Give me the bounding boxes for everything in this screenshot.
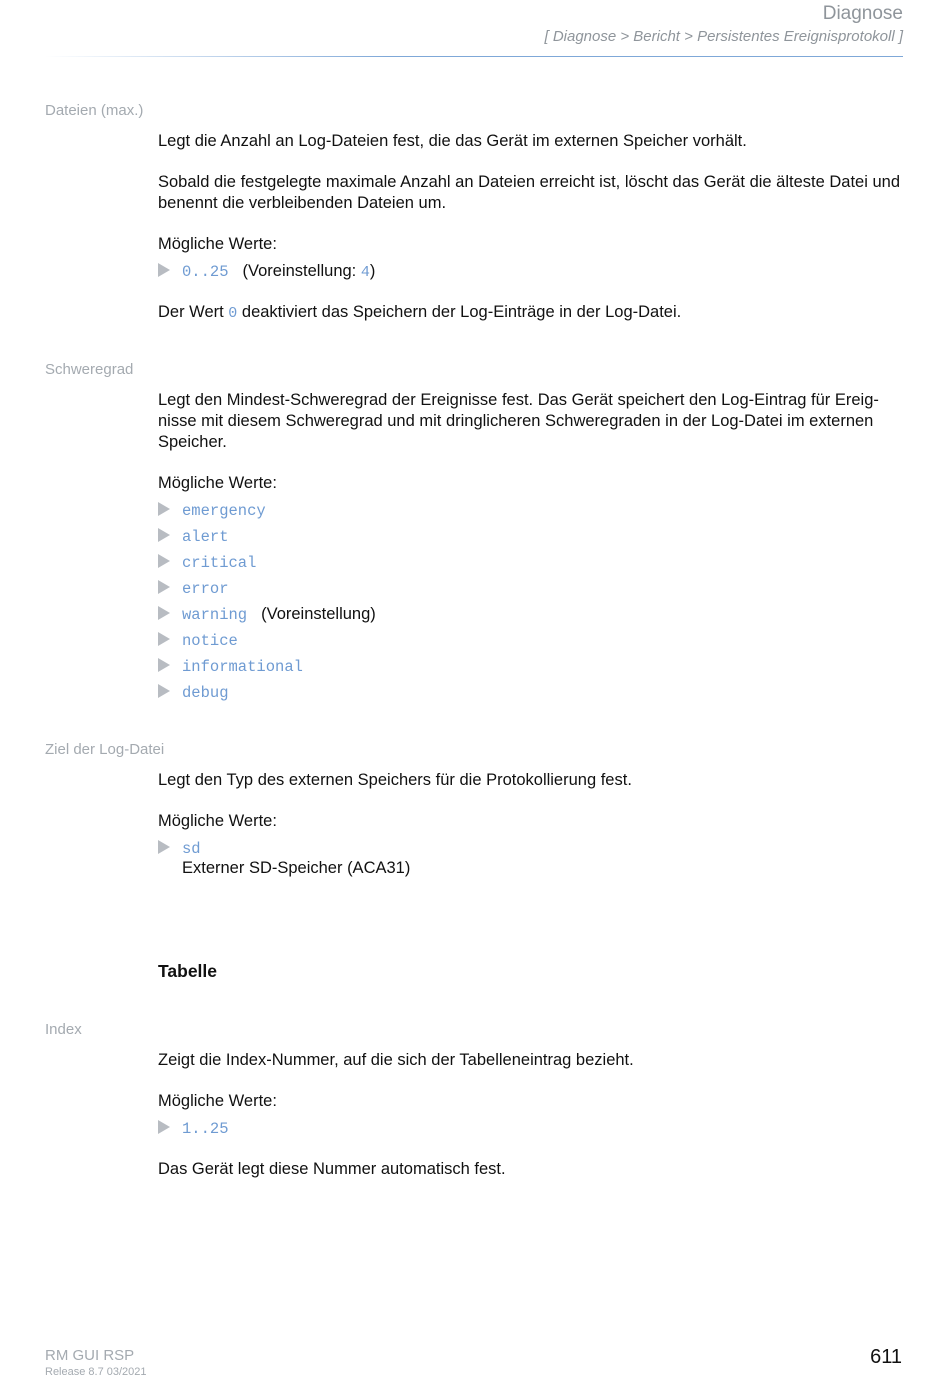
bullet-triangle-icon [158,528,170,542]
page-header [544,2,903,47]
schweregrad-values-label: Mögliche Werte: [158,474,277,492]
bullet-triangle-icon [158,840,170,854]
chapter-title: Diagnose [822,3,903,24]
dateien-range-item [158,261,375,283]
bullet-triangle-icon [158,263,170,277]
dateien-note-value: 0 [228,305,238,322]
section-label-index: Index [45,1021,82,1038]
index-note: Das Gerät legt diese Nummer automatisch fest. [158,1160,506,1178]
severity-value: notice [182,632,238,650]
index-range-value: 1..25 [182,1120,229,1138]
header-divider [45,56,903,57]
dateien-range-value: 0..25 [182,263,229,281]
list-item [158,578,229,599]
section-label-schweregrad: Schweregrad [45,361,134,378]
ziel-value: sd [182,840,201,858]
dateien-default-value: 4 [360,264,370,281]
bullet-triangle-icon [158,684,170,698]
severity-value: warning [182,606,248,624]
severity-value: informational [182,658,303,676]
index-description: Zeigt die Index-Nummer, auf die sich der Tabelleneintrag bezieht. [158,1051,634,1069]
severity-default-note: (Voreinstellung) [261,605,376,623]
section-label-ziel: Ziel der Log-Datei [45,741,165,758]
bullet-triangle-icon [158,632,170,646]
severity-value: debug [182,684,229,702]
list-item [158,604,376,625]
list-item [158,838,201,859]
footer-release: Release 8.7 03/2021 [45,1366,147,1378]
dateien-values-label: Mögliche Werte: [158,235,277,253]
page-number: 611 [870,1346,902,1368]
ziel-values-label: Mögliche Werte: [158,812,277,830]
bullet-triangle-icon [158,606,170,620]
severity-value: emergency [182,502,266,520]
list-item [158,526,229,547]
bullet-triangle-icon [158,580,170,594]
index-values-label: Mögliche Werte: [158,1092,277,1110]
severity-value: alert [182,528,229,546]
breadcrumb: [ Diagnose > Bericht > Persistentes Ereignisprotokoll ] [544,28,903,45]
list-item [158,552,256,573]
page-footer [45,1347,147,1379]
dateien-default-prefix: (Voreinstellung: [242,262,361,280]
ziel-description: Legt den Typ des externen Speichers für die Protokollierung fest. [158,771,632,789]
ziel-value-description: Externer SD-Speicher (ACA31) [182,859,411,877]
severity-value: error [182,580,229,598]
dateien-description-2: Sobald die festgelegte maximale Anzahl an Dateien erreicht ist, löscht das Gerät die älteste Datei und benennt die verbleibenden Dateien um. [158,173,901,212]
list-item [158,656,303,677]
footer-product: RM GUI RSP [45,1347,135,1364]
bullet-triangle-icon [158,554,170,568]
section-heading-tabelle: Tabelle [158,961,218,981]
dateien-description: Legt die Anzahl an Log-Dateien fest, die das Gerät im externen Speicher vorhält. [158,132,747,150]
list-item [158,500,266,521]
list-item [158,682,229,703]
severity-value: critical [182,554,257,572]
dateien-note [158,302,906,324]
dateien-note-prefix: Der Wert [158,303,229,321]
schweregrad-description: Legt den Mindest-Schweregrad der Ereignisse fest. Das Gerät speichert den Log-Eintrag für Ereig-nisse mit diesem Schweregrad und mit dringlicheren Schweregraden in der Log-Datei im externen Speicher. [158,391,879,451]
list-item [158,1118,229,1139]
bullet-triangle-icon [158,658,170,672]
section-label-dateien: Dateien (max.) [45,102,144,119]
bullet-triangle-icon [158,1120,170,1134]
list-item [158,630,238,651]
dateien-default-suffix: ) [369,262,376,280]
dateien-note-suffix: deaktiviert das Speichern der Log-Einträge in der Log-Datei. [237,303,682,321]
bullet-triangle-icon [158,502,170,516]
